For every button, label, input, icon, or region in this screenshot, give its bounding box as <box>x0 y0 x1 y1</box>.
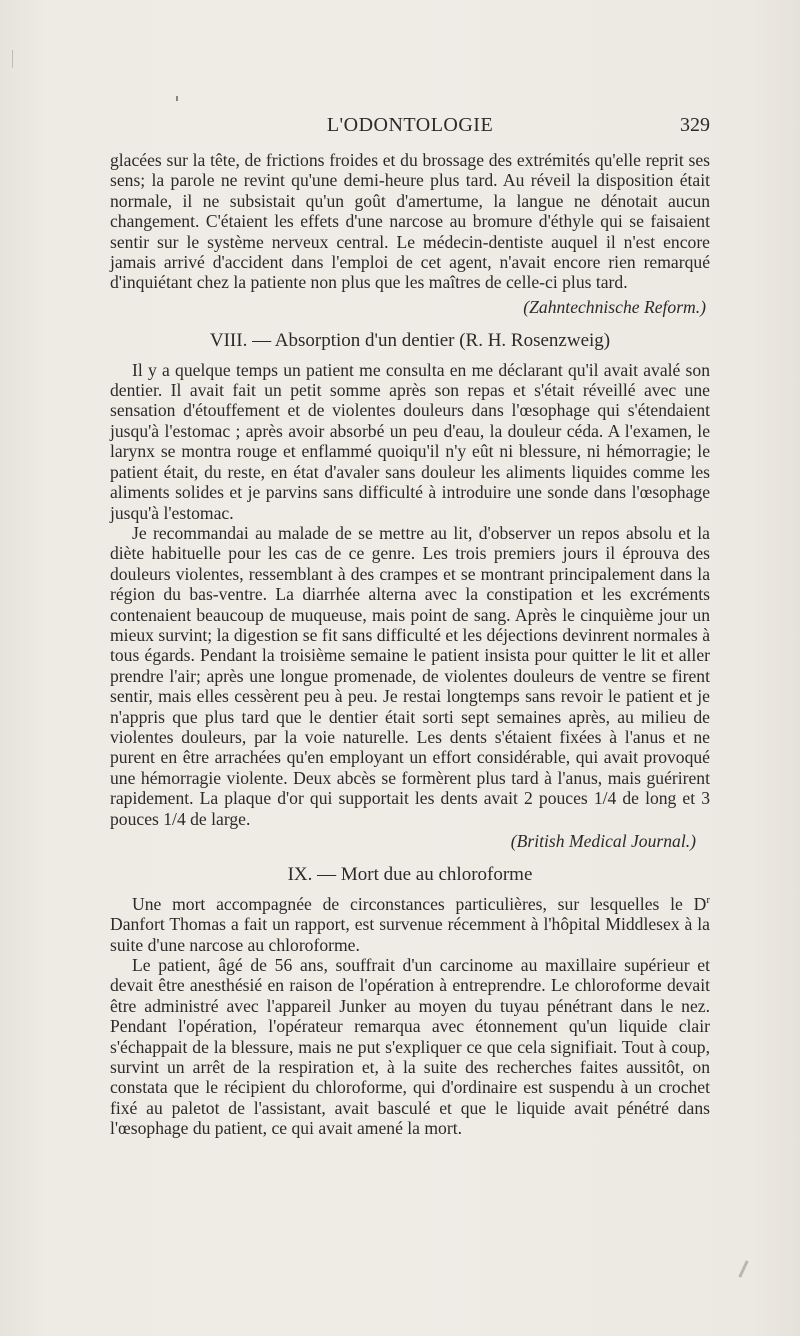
paragraph: glacées sur la tête, de frictions froides et du brossage des extrémités qu'elle reprit ses sens; la parole ne revint qu'une demi-heure plus tard. Au réveil la disposition était normale, il ne subsistait qu'un goût d'amertume, la langue ne dénotait aucun changement. C'étaient les effets d'une narcose au bromure d'éthyle qui se faisaient sentir sur le système nerveux central. Le médecin-dentiste auquel il n'est encore jamais arrivé d'accident dans l'emploi de cet agent, n'avait encore rien remarqué d'inquiétant chez la patiente non plus que les maîtres de celle-ci plus tard. <box>110 150 710 293</box>
superscript: r <box>706 893 710 906</box>
paragraph: Il y a quelque temps un patient me consulta en me déclarant qu'il avait avalé son dentier. Il avait fait un petit somme après son repas et s'était réveillé avec une sensation d'étouffement et de violentes douleurs dans l'œsophage qui s'étendaient jusqu'à l'estomac ; après avoir absorbé un peu d'eau, la douleur céda. A l'examen, le larynx se montra rouge et enflammé quoiqu'il n'y eût ni blessure, ni hémorragie; le patient était, du reste, en état d'avaler sans douleur les aliments liquides comme les aliments solides et je parvins sans difficulté à introduire une sonde dans l'œsophage jusqu'à l'estomac. <box>110 359 710 523</box>
section-heading-viii: VIII. — Absorption d'un dentier (R. H. Rosenzweig) <box>209 330 611 352</box>
paragraph <box>110 894 710 955</box>
source-citation: (Zahntechnische Reform.) <box>523 296 706 317</box>
paper-speck <box>12 50 13 68</box>
paragraph: Le patient, âgé de 56 ans, souffrait d'un carcinome au maxillaire supérieur et devait être anesthésié en raison de l'opération à entreprendre. Le chloroforme devait être administré avec l'appareil Junker au moyen du tuyau pénétrant dans le nez. Pendant l'opération, l'opérateur remarqua avec étonnement qu'un liquide clair s'échappait de la blessure, mais ne put s'expliquer ce que cela signifiait. Tout à coup, survint un arrêt de la respiration et, à la suite des recherches faites aussitôt, on constata que le récipient du chloroforme, qui d'ordinaire est suspendu à un crochet fixé au paletot de l'assistant, avait basculé et que le liquide avait pénétré dans l'œsophage du patient, ce qui avait amené la mort. <box>110 955 710 1139</box>
paragraph: Je recommandai au malade de se mettre au lit, d'observer un repos absolu et la diète habituelle pour les cas de ce genre. Les trois premiers jours il éprouva des douleurs violentes, ressemblant à des crampes et se montrant principalement dans la région du bas-ventre. La diarrhée alterna avec la constipation et les excréments contenaient beaucoup de muqueuse, mais point de sang. Après le cinquième jour un mieux survint; la digestion se fit sans difficulté et les déjections devinrent normales à tous égards. Pendant la troisième semaine le patient insista pour quitter le lit et aller prendre l'air; après une longue promenade, de violentes douleurs de ventre se firent sentir, mais elles cessèrent peu à peu. Je restai longtemps sans revoir le patient et je n'appris que plus tard que le dentier était sorti sept semaines après, au milieu de violentes douleurs, par la voie naturelle. Les dents s'étaient fixées à l'anus et ne purent en être arrachées qu'en employant un effort considérable, qui avait provoqué une hémorragie violente. Deux abcès se formèrent plus tard à l'anus, mais guérirent rapidement. La plaque d'or qui supportait les dents avait 2 pouces 1/4 de long et 3 pouces 1/4 de large. <box>110 522 710 829</box>
paper-speck <box>738 1260 748 1278</box>
paragraph-text: Une mort accompagnée de circonstances particulières, sur lesquelles le D <box>132 893 707 914</box>
paper-speck <box>176 96 178 101</box>
section-heading-ix: IX. — Mort due au chloroforme <box>287 864 533 886</box>
source-citation: (British Medical Journal.) <box>510 831 696 851</box>
running-head: L'ODONTOLOGIE <box>326 114 494 136</box>
page-number: 329 <box>680 114 710 136</box>
paragraph-text: Danfort Thomas a fait un rapport, est survenue récemment à l'hôpital Middlesex à la suite d'une narcose au chloroforme. <box>110 914 710 955</box>
article-body <box>110 150 710 1139</box>
page-header <box>110 114 710 140</box>
